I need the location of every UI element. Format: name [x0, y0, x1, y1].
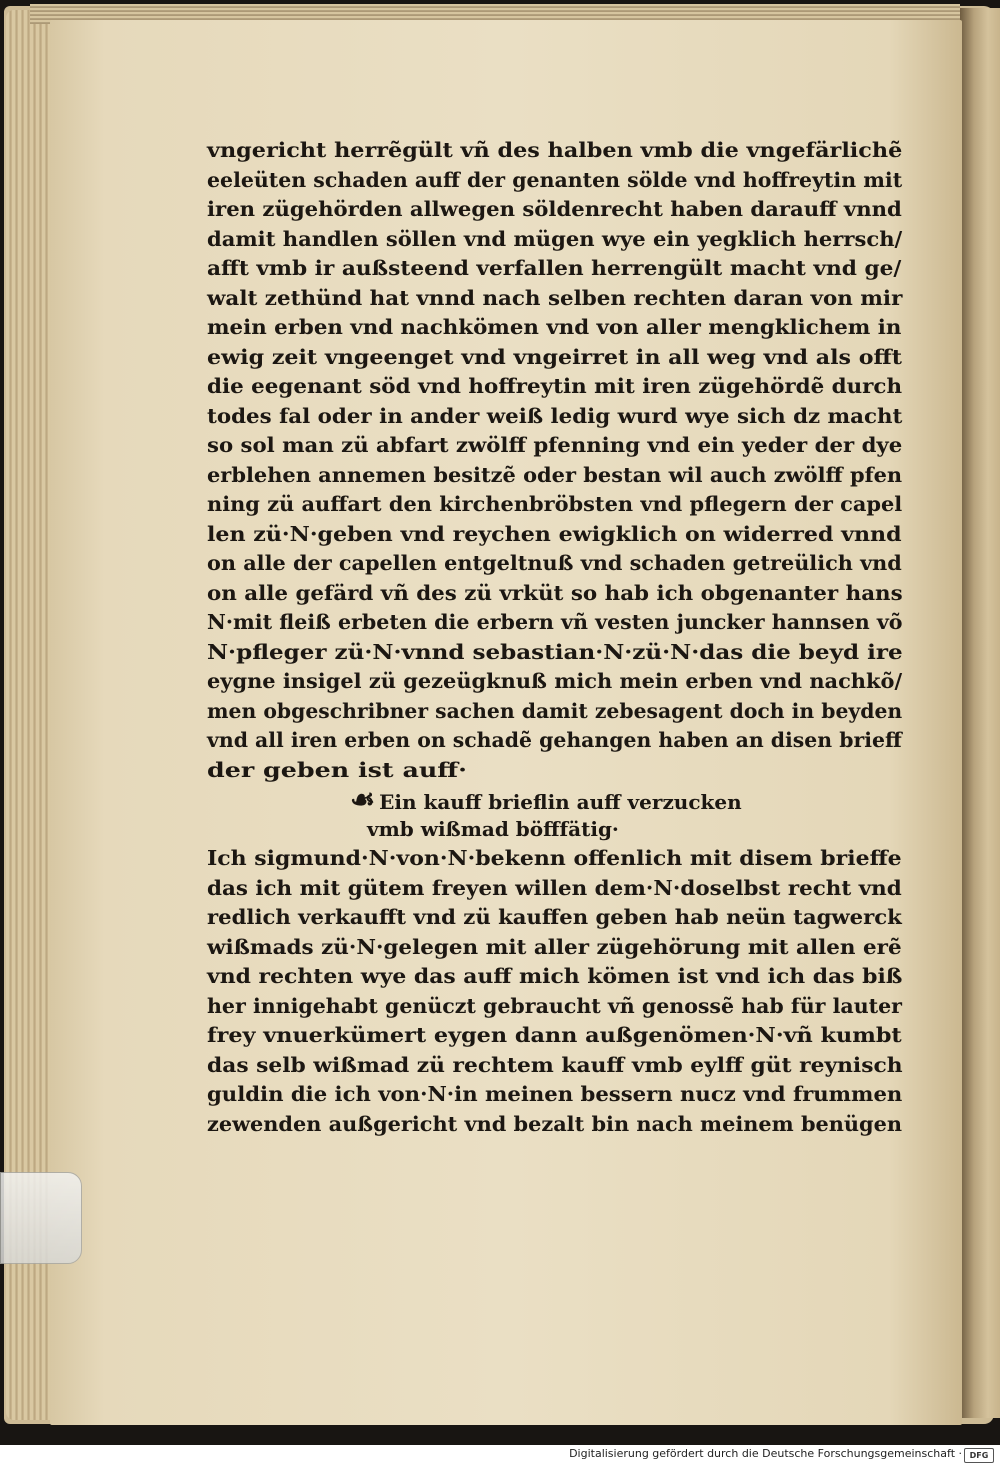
footer-bar: [0, 1445, 1000, 1465]
text-line: afft vmb ir außsteend verfallen herrengült macht vnd ge/: [207, 256, 902, 280]
text-line: erblehen annemen besitzẽ oder bestan wil auch zwölff pfen: [207, 462, 903, 487]
footer-credit: Digitalisierung gefördert durch die Deutsche Forschungsgemeinschaft ·: [569, 1447, 962, 1460]
text-line: mein erben vnd nachkömen vnd von aller mengklichem in: [207, 315, 902, 339]
text-line: eeleüten schaden auff der genanten sölde vnd hoffreytin mit: [207, 167, 903, 192]
text-line: das selb wißmad zü rechtem kauff vmb eylff güt reynisch: [207, 1052, 903, 1077]
text-line: redlich verkaufft vnd zü kauffen geben hab neün tagwerck: [207, 905, 902, 929]
text-line: on alle gefärd vñ des zü vrküt so hab ich obgenanter hans: [207, 580, 903, 605]
text-line: zewenden außgericht vnd bezalt bin nach meinem benügen: [207, 1111, 903, 1136]
text-line: damit handlen söllen vnd mügen wye ein yegklich herrsch/: [207, 226, 903, 251]
paragraph-2: [207, 844, 907, 1139]
text-line: der geben ist auff·: [207, 757, 467, 782]
text-line: ning zü auffart den kirchenbröbsten vnd pflegern der capel: [207, 492, 903, 516]
heading-line-1: [207, 785, 907, 815]
text-line: Ich sigmund·N·von·N·bekenn offenlich mit disem brieffe: [207, 846, 902, 870]
page-clip: [0, 1172, 82, 1264]
text-line: vngericht herrẽgült vñ des halben vmb die vngefärlichẽ: [207, 138, 903, 162]
text-line: N·mit fleiß erbeten die erbern vñ vesten juncker hannsen võ: [207, 610, 903, 634]
text-line: guldin die ich von·N·in meinen bessern nucz vnd frummen: [207, 1082, 903, 1106]
dfg-logo: DFG: [964, 1448, 994, 1463]
section-heading: [207, 785, 907, 844]
text-line: die eegenant söd vnd hoffreytin mit iren zügehördẽ durch: [207, 374, 903, 398]
text-block: [207, 136, 907, 1139]
heading-line-1-text: Ein kauff brieflin auff verzucken: [379, 790, 742, 814]
text-line: eygne insigel zü gezeügknuß mich mein erben vnd nachkõ/: [207, 669, 903, 693]
text-line: ewig zeit vngeenget vnd vngeirret in all weg vnd als offt: [207, 344, 902, 369]
text-line: vnd all iren erben on schadẽ gehangen haben an disen brieff: [207, 728, 902, 752]
book-gutter: [960, 8, 1000, 1418]
text-line: das ich mit gütem freyen willen dem·N·doselbst recht vnd: [207, 875, 902, 900]
text-line: len zü·N·geben vnd reychen ewigklich on widerred vnnd: [207, 521, 902, 546]
text-line: walt zethünd hat vnnd nach selben rechten daran von mir: [207, 285, 903, 310]
text-line: N·pfleger zü·N·vnnd sebastian·N·zü·N·das die beyd ire: [207, 639, 903, 664]
text-line: on alle der capellen entgeltnuß vnd schaden getreülich vnd: [207, 551, 902, 575]
text-line: her innigehabt genüczt gebraucht vñ genossẽ hab für lauter: [207, 993, 903, 1018]
text-line: vnd rechten wye das auff mich kömen ist vnd ich das biß: [207, 964, 903, 988]
heading-line-2: vmb wißmad böfffätig·: [367, 816, 619, 841]
pilcrow-icon: ☙: [350, 783, 376, 816]
text-line: todes fal oder in ander weiß ledig wurd wye sich dz macht: [207, 403, 903, 428]
text-line: frey vnuerkümert eygen dann außgenömen·N·vñ kumbt: [207, 1023, 902, 1047]
paragraph-1: [207, 136, 907, 785]
text-line: men obgeschribner sachen damit zebesagent doch in beyden: [207, 698, 903, 723]
text-line: wißmads zü·N·gelegen mit aller zügehörung mit allen erẽ: [207, 934, 902, 959]
text-line: iren zügehörden allwegen söldenrecht haben darauff vnnd: [207, 197, 902, 221]
text-line: so sol man zü abfart zwölff pfenning vnd ein yeder der dye: [207, 433, 903, 457]
